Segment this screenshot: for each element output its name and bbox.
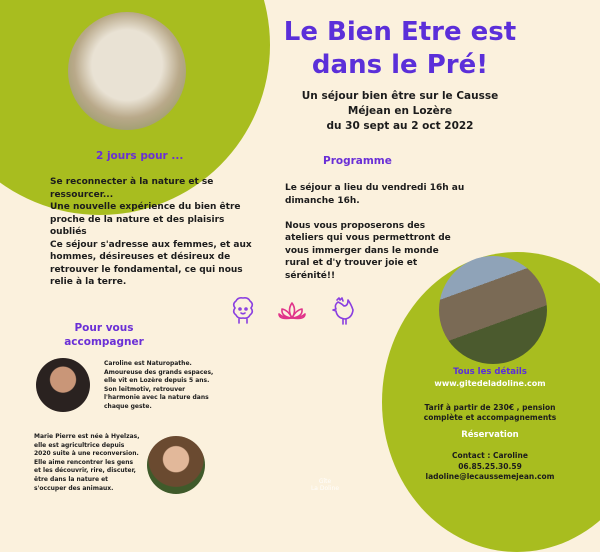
tarif-line-2: complète et accompagnements (423, 413, 557, 422)
subtitle-dates: du 30 sept au 2 oct 2022 (326, 120, 474, 132)
programme-heading: Programme (323, 155, 392, 167)
left-paragraph-2: Une nouvelle expérience du bien être proche de la nature et des plaisirs oubliés (50, 202, 241, 237)
two-days-heading: 2 jours pour ... (96, 150, 184, 162)
page-title (260, 16, 540, 82)
left-paragraph-3: Ce séjour s'adresse aux femmes, et aux hommes, désireuses et désireux de retrouver le fondamental, ce qui nous relie à la terre. (50, 239, 252, 287)
tarif-text (412, 403, 568, 423)
left-paragraph-1: Se reconnecter à la nature et se ressourcer... (50, 177, 214, 200)
subtitle (258, 89, 542, 134)
contact-email[interactable]: ladoline@lecaussemejean.com (425, 472, 555, 481)
subtitle-line-2: Méjean en Lozère (347, 105, 453, 117)
tarif-line-1: Tarif à partir de 230€ , pension (424, 403, 556, 412)
caroline-portrait (36, 358, 90, 412)
logo-line-2: La Doline (310, 485, 340, 492)
contact-phone[interactable]: 06.85.25.30.59 (458, 461, 522, 471)
rooster-icon (331, 296, 357, 326)
accompagner-line-1: Pour vous (74, 322, 134, 334)
contact-name: Contact : Caroline (452, 451, 528, 460)
marie-pierre-portrait (147, 436, 205, 494)
details-heading: Tous les détails (453, 367, 527, 377)
reservation-heading: Réservation (461, 430, 519, 440)
marie-pierre-bio: Marie Pierre est née à Hyelzas, elle est agricultrice depuis 2020 suite à une reconversion. Elle aime rencontrer les gens et les découvrir, rire, discuter, être dans la nature et s'occuper des animaux. (34, 433, 140, 492)
sheep-photo (68, 12, 186, 130)
gite-logo (300, 478, 350, 492)
contact-block (412, 451, 568, 483)
accompagner-line-2: accompagner (64, 336, 144, 348)
lotus-icon (277, 300, 307, 324)
programme-paragraph-1: Le séjour a lieu du vendredi 16h au dimanche 16h. (285, 183, 465, 206)
two-days-text (50, 176, 260, 289)
programme-text (285, 182, 465, 282)
programme-paragraph-2: Nous vous proposerons des ateliers qui vous permettront de vous immerger dans le monde rural et d'y trouver joie et sérénité!! (285, 220, 451, 281)
website-link[interactable]: www.gitedeladoline.com (434, 379, 546, 388)
title-line-2: dans le Pré! (311, 50, 489, 80)
sheep-icon (229, 296, 257, 326)
caroline-bio: Caroline est Naturopathe. Amoureuse des grands espaces, elle vit en Lozère depuis 5 ans. Son leitmotiv, retrouver l'harmonie avec la nature dans chaque geste. (104, 360, 214, 410)
title-line-1: Le Bien Etre est (283, 17, 517, 47)
subtitle-line-1: Un séjour bien être sur le Causse (301, 90, 499, 102)
accompagner-heading (60, 321, 148, 349)
logo-line-1: Gîte (318, 478, 332, 485)
